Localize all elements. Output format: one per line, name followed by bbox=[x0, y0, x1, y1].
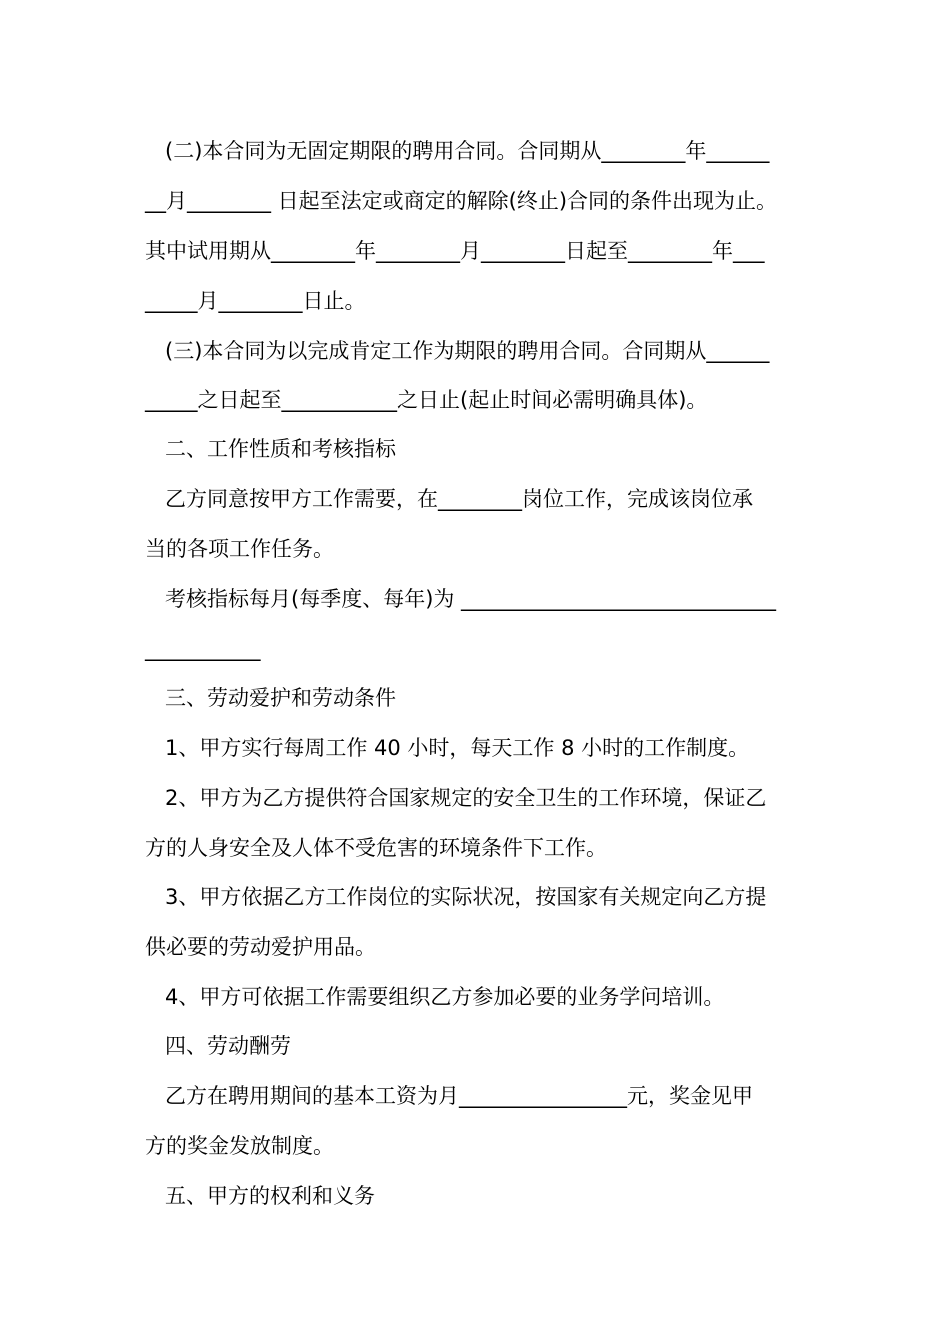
clause-2-line-4: _____月________日止。 bbox=[145, 289, 366, 313]
item-3-line-1: 3、甲方依据乙方工作岗位的实际状况，按国家有关规定向乙方提 bbox=[165, 885, 767, 909]
assessment-line-2: ___________ bbox=[145, 637, 261, 661]
item-3-line-2: 供必要的劳动爱护用品。 bbox=[145, 935, 376, 959]
section-2-paragraph-line-2: 当的各项工作任务。 bbox=[145, 537, 334, 561]
section-heading-2: 二、工作性质和考核指标 bbox=[165, 437, 396, 461]
clause-3-line-1: (三)本合同为以完成肯定工作为期限的聘用合同。合同期从______ bbox=[165, 339, 770, 363]
salary-line-1: 乙方在聘用期间的基本工资为月________________元，奖金见甲 bbox=[165, 1084, 753, 1108]
salary-line-2: 方的奖金发放制度。 bbox=[145, 1134, 334, 1158]
section-2-paragraph-line-1: 乙方同意按甲方工作需要，在________岗位工作，完成该岗位承 bbox=[165, 487, 753, 511]
clause-2-line-3: 其中试用期从________年________月________日起至________年___ bbox=[145, 239, 765, 263]
clause-2-line-1: (二)本合同为无固定期限的聘用合同。合同期从________年______ bbox=[165, 139, 770, 163]
item-4: 4、甲方可依据工作需要组织乙方参加必要的业务学问培训。 bbox=[165, 985, 725, 1009]
section-heading-3: 三、劳动爱护和劳动条件 bbox=[165, 686, 396, 710]
assessment-line-1: 考核指标每月(每季度、每年)为 ______________________________ bbox=[165, 587, 777, 611]
item-1: 1、甲方实行每周工作 40 小时，每天工作 8 小时的工作制度。 bbox=[165, 736, 750, 760]
item-2-line-1: 2、甲方为乙方提供符合国家规定的安全卫生的工作环境，保证乙 bbox=[165, 786, 767, 810]
section-heading-5: 五、甲方的权利和义务 bbox=[165, 1184, 375, 1208]
clause-2-line-2: __月________ 日起至法定或商定的解除(终止)合同的条件出现为止。 bbox=[145, 189, 778, 213]
clause-3-line-2: _____之日起至___________之日止(起止时间必需明确具体)。 bbox=[145, 388, 708, 412]
item-2-line-2: 方的人身安全及人体不受危害的环境条件下工作。 bbox=[145, 836, 607, 860]
section-heading-4: 四、劳动酬劳 bbox=[165, 1034, 291, 1058]
